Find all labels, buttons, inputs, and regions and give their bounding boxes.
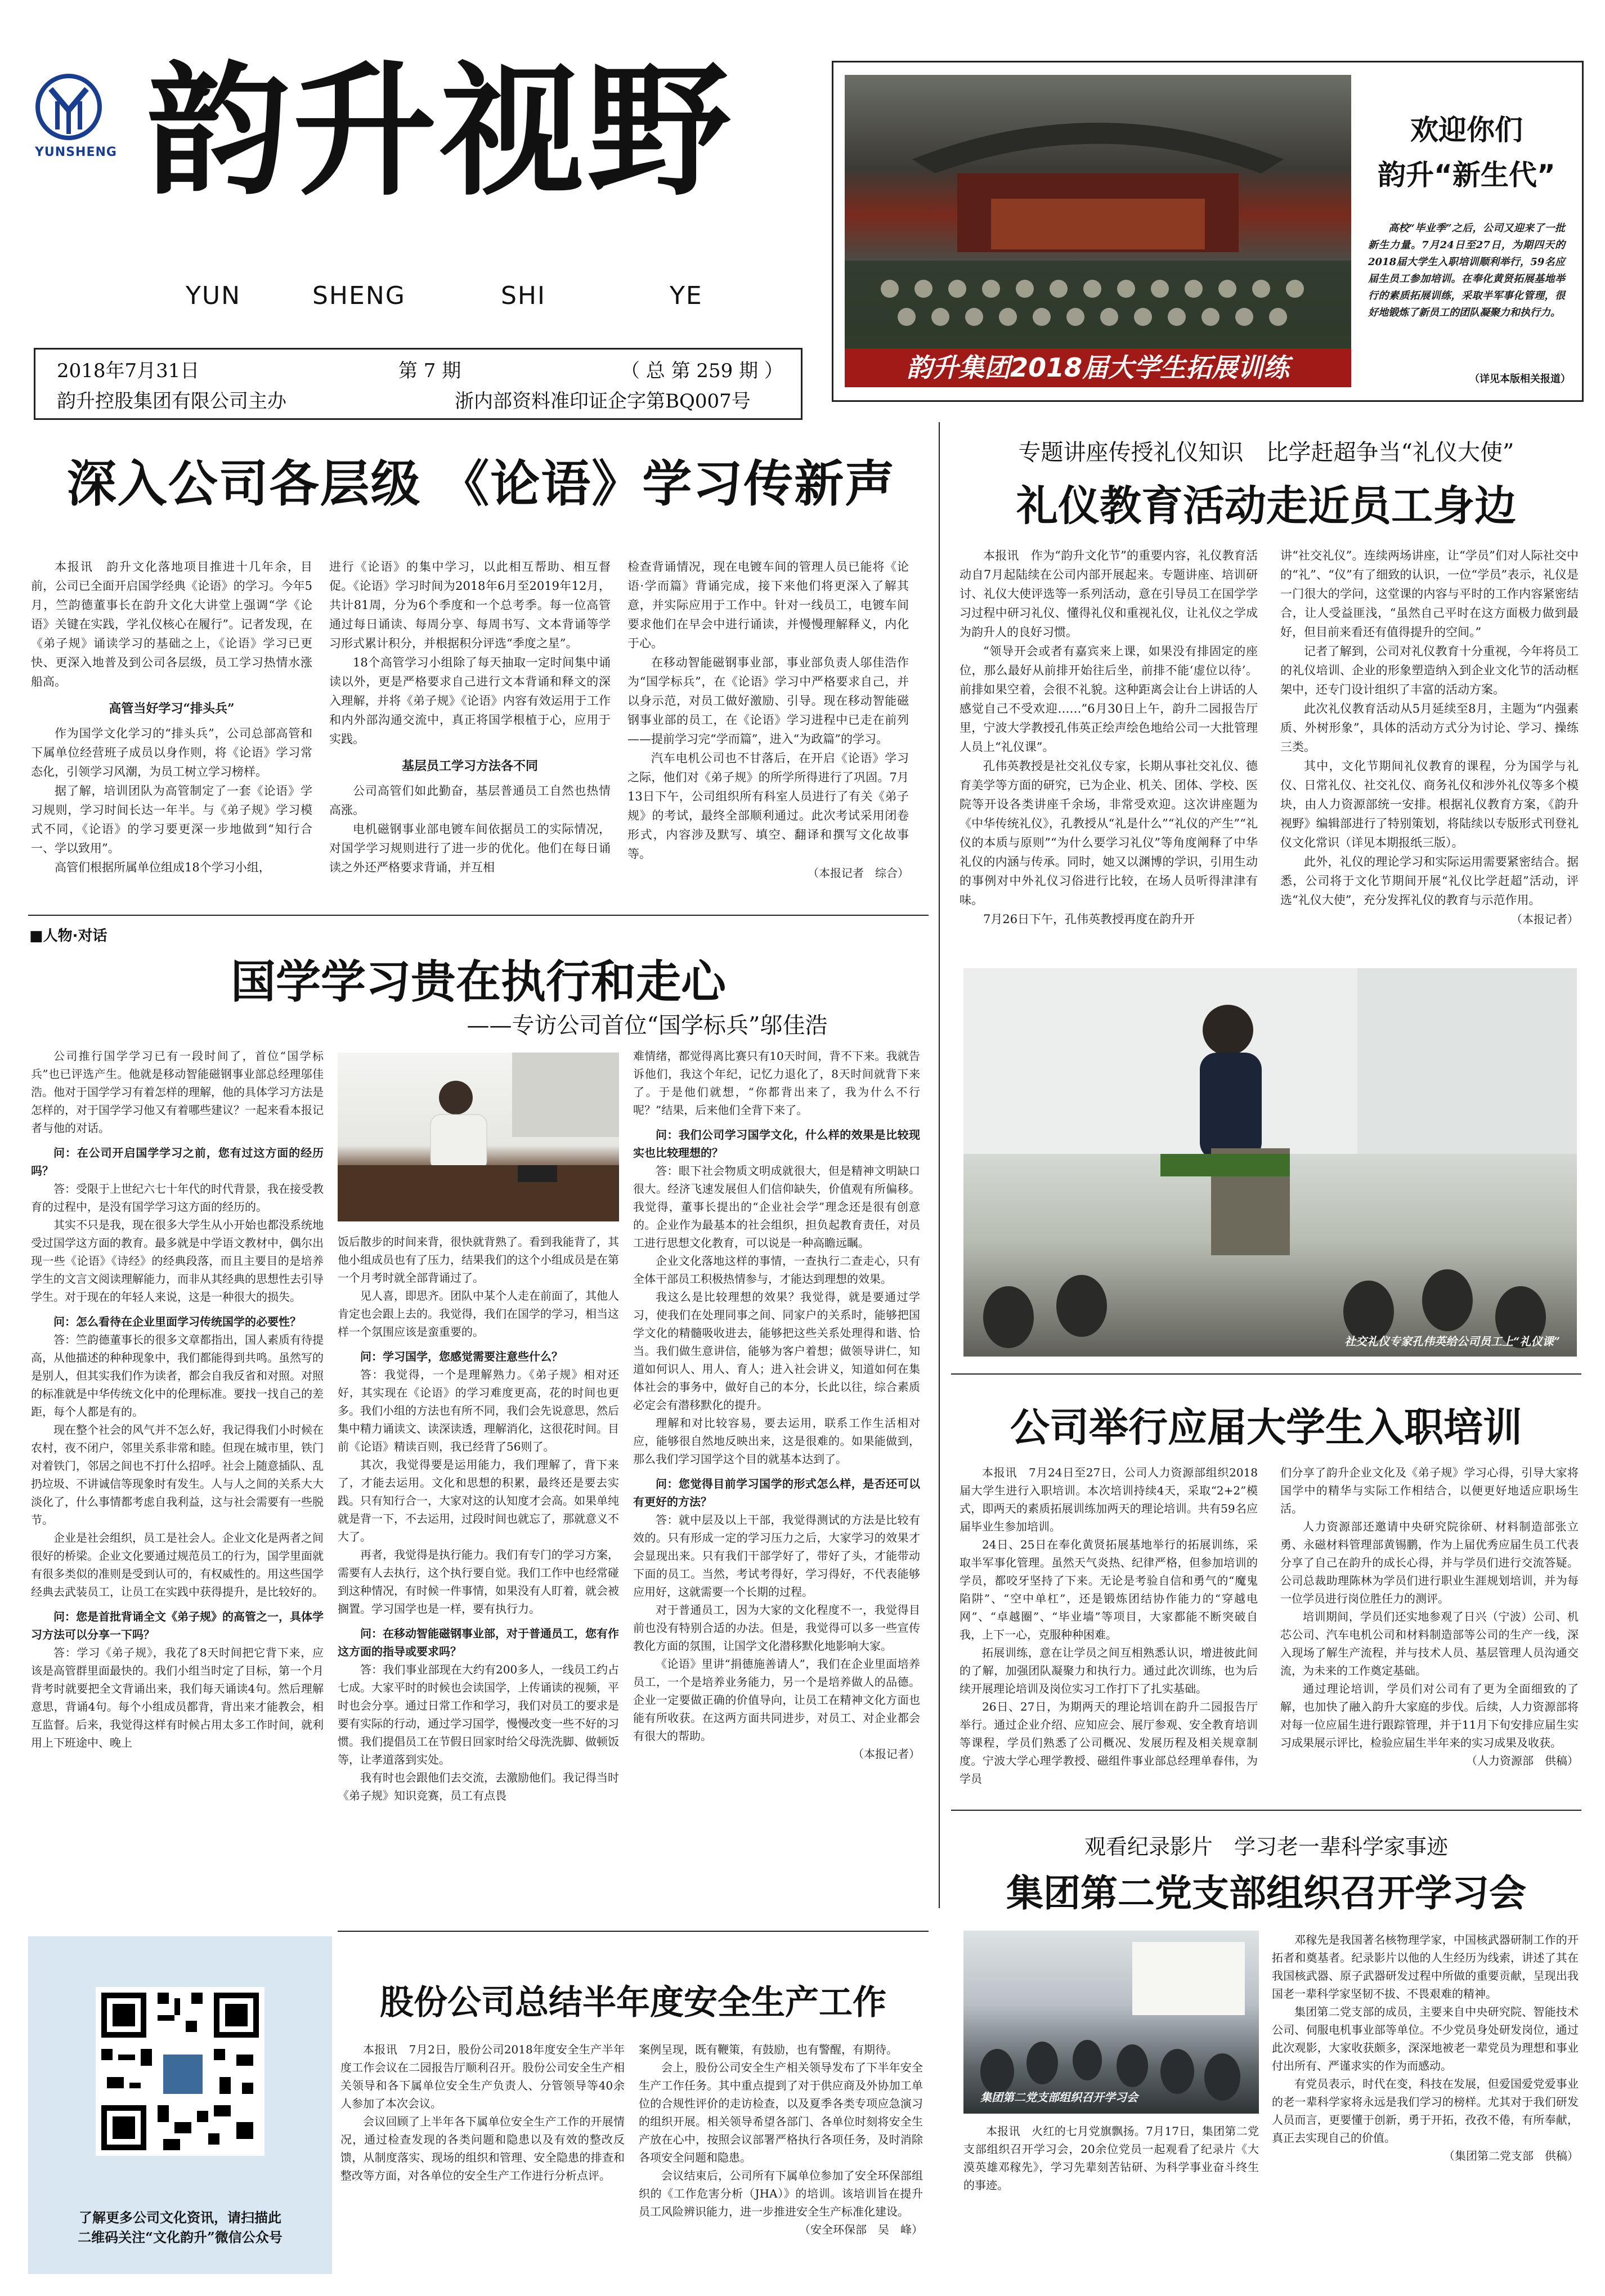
article2-photo-caption: 社交礼仪专家孔伟英给公司员工上“礼仪课”	[1344, 1335, 1560, 1348]
article2-para: 此外，礼仪的理论学习和实际运用需要紧密结合。据悉，公司将于文化节期间开展“礼仪比学赶超”活动，评选“礼仪大使”，充分发挥礼仪的教育与示范作用。	[1280, 855, 1579, 907]
masthead	[23, 34, 816, 422]
article3-answer: 答：眼下社会物质文明成就很大，但是精神文明缺口很大。经济飞速发展但人们信仰缺失，价值观有所偏移。我觉得，董事长提出的“企业社会学”理念还是很有创意的。企业作为最基本的社会组织，担负起教育责任，对员工进行思想文化教育，可以说是一种高瞻远瞩。	[633, 1164, 920, 1250]
article6-photo	[963, 1931, 1259, 2114]
article3-answer: 见人喜，即思齐。团队中某个人走在前面了，其他人肯定也会跟上去的。我觉得，我们在国学的学习，相当这样一个氛围应该是蛮重要的。	[338, 1289, 619, 1339]
total-issue: （ 总 第 259 期 ）	[621, 360, 783, 382]
article3-col2	[338, 1233, 619, 1805]
pinyin-row	[186, 281, 748, 315]
article3-answer: 我有时也会跟他们去交流，去激励他们。我记得当时《弟子规》知识竞赛，员工有点畏	[338, 1771, 619, 1802]
article2-lead: 本报讯 作为“韵升文化节”的重要内容，礼仪教育活动自7月起陆续在公司内部开展起来。专题讲座、培训研讨、礼仪大使评选等一系列活动，意在引导员工在国学学习过程中研习礼仪、懂得礼仪和重视礼仪，让礼仪之学成为韵升人的良好习惯。	[960, 549, 1258, 639]
paper-title: 韵升视野	[146, 48, 734, 216]
qr-code	[96, 1987, 264, 2156]
permit: 浙内部资料准印证企字第BQ007号	[455, 390, 751, 413]
article4-para: 26日、27日，为期两天的理论培训在韵升二园报告厅举行。通过企业介绍、应知应会、展厅参观、安全教育培训等课程，学员们熟悉了公司概况、发展历程及相关规章制度。宁波大学心理学教授、磁组件事业部总经理单春伟，为学员	[960, 1700, 1258, 1785]
welcome-paragraph: 高校“毕业季”之后，公司又迎来了一批新生力量。7月24日至27日，为期四天的2018届大学生入职培训顺利举行，59名应届生员工参加培训。在奉化黄贤拓展基地举行的素质拓展训练，采取半军事化管理，很好地锻炼了新员工的团队凝聚力和执行力。	[1368, 222, 1565, 319]
article4-col1	[960, 1463, 1258, 1788]
section-rule	[28, 915, 929, 916]
article6-kicker: 观看纪录影片 学习老一辈科学家事迹	[1084, 1834, 1448, 1859]
article3-intro: 公司推行国学学习已有一段时间了，首位“国学标兵”也已评选产生。他就是移动智能磁钢事业部总经理邬佳浩。他对于国学学习有着怎样的理解，他的具体学习方法是怎样的，对于国学学习他又有着哪些建议？一起来看本报记者与他的对话。	[31, 1049, 324, 1135]
article5-col1	[340, 2040, 625, 2185]
article3-question: 问：您是首批背诵全文《弟子规》的高管之一，具体学习方法可以分享一下吗？	[31, 1610, 324, 1641]
article3-section-tag: ■人物·对话	[29, 928, 107, 945]
article3-answer: 答：学习《弟子规》，我花了8天时间把它背下来，应该是高管群里面最快的。我们小组当时定了目标，第一个月背考时就要把全文背诵出来，我们每天诵读4句。然后理解意思，背诵4句。每个小组成员都背，背出来才能教会，相互监督。后来，我觉得这样有时候占用太多工作时间，就利用上下班途中、晚上	[31, 1646, 324, 1749]
article2-para: 7月26日下午，孔伟英教授再度在韵升开	[983, 912, 1195, 926]
article2-col1	[960, 546, 1258, 929]
article3-answer: 答：受限于上世纪六七十年代的时代背景，我在接受教育的过程中，是没有国学学习这方面的经历的。	[31, 1182, 324, 1214]
issue-number: 第 7 期	[398, 360, 461, 382]
article3-question: 问：您觉得目前学习国学的形式怎么样，是否还可以有更好的方法？	[633, 1477, 920, 1509]
article4-headline: 公司举行应届大学生入职培训	[1010, 1404, 1522, 1451]
issue-info-box	[34, 348, 802, 420]
article3-col1	[31, 1047, 324, 1752]
article4-para: 拓展训练，意在让学员之间互相熟悉认识，增进彼此间的了解，加强团队凝聚力和执行力。通过此次训练，也为后续开展理论培训及岗位实习工作打下了扎实基础。	[960, 1646, 1258, 1695]
article1-headline: 深入公司各层级 《论语》学习传新声	[66, 455, 896, 513]
article1-byline: （本报记者 综合）	[808, 866, 909, 880]
article3-answer: 再者，我觉得是执行能力。我们有专门的学习方案，需要有人去执行，这个执行要自觉。我们工作中也经常碰到这种情况，有时候一件事情，如果没有人盯着，就会被搁置。学习国学也是一样，要有执行力。	[338, 1548, 619, 1615]
article2-para: 此次礼仪教育活动从5月延续至8月，主题为“内强素质、外树形象”，具体的活动方式分为讨论、学习、操练三类。	[1280, 702, 1579, 754]
article3-answer: 企业文化落地这样的事情，一查执行二查走心，只有全体干部员工积极热情参与，才能达到理想的效果。	[633, 1254, 920, 1286]
article5-col2	[639, 2040, 923, 2239]
article2-byline: （本报记者）	[1511, 912, 1579, 926]
article2-para: 记者了解到，公司对礼仪教育十分重视，今年将员工的礼仪培训、企业的形象塑造纳入到企业文化节的活动框架中，还专门设计组织了丰富的活动方案。	[1280, 645, 1579, 696]
section-rule	[951, 1810, 1581, 1811]
article3-answer: 现在整个社会的风气并不怎么好，我记得我们小时候在农村，夜不闭户，邻里关系非常和睦。但现在城市里，铁门对着铁门，邻居之间也不打什么招呼。社会上随意插队、乱扔垃圾、不讲诚信等现象时有发生。人与人之间的关系大大淡化了，什么事情都考虑自我利益，这与社会需要有一些脱节。	[31, 1423, 324, 1527]
qr-text-2: 二维码关注“文化韵升”微信公众号	[78, 2229, 283, 2245]
article5-lead: 本报讯 7月2日，股份公司2018年度安全生产半年度工作会议在二园报告厅顺利召开。股份公司安全生产相关领导和各下属单位安全生产负责人、分管领导等40余人参加了本次会议。	[340, 2043, 625, 2110]
article6-para: 邓稼先是我国著名核物理学家，中国核武器研制工作的开拓者和奠基者。纪录影片以他的人生经历为线索，讲述了其在我国核武器、原子武器研发过程中所做的重要贡献，呈现出我国老一辈科学家坚韧不拔、不畏艰难的精神。	[1272, 1933, 1579, 2000]
article3-question: 问：在公司开启国学学习之前，您有过这方面的经历吗？	[31, 1146, 324, 1178]
article2-para: 讲“社交礼仪”。连续两场讲座，让“学员”们对人际社交中的“礼”、“仪”有了细致的认识，一位“学员”表示，礼仪是一门很大的学问，这堂课的内容与平时的工作内容紧密结合，让人受益匪浅，“虽然自己平时在这方面极力做到最好，但目前来看还有值得提升的空间。”	[1280, 549, 1579, 639]
article2-para: 其中，文化节期间礼仪教育的课程，分为国学与礼仪、日常礼仪、社交礼仪、商务礼仪和涉外礼仪等多个模块，由人力资源部统一安排。根据礼仪教育方案，《韵升视野》编辑部进行了特别策划，将陆续以专版形式刊登礼仪文化常识（详见本期报纸三版）。	[1280, 759, 1579, 849]
article4-byline: （人力资源部 供稿）	[1466, 1754, 1579, 1767]
article6-left-col	[963, 2122, 1259, 2194]
article2-headline: 礼仪教育活动走近员工身边	[1016, 482, 1516, 530]
article4-para: 们分享了韵升企业文化及《弟子规》学习心得，引导大家将国学中的精华与实际工作相结合，以便更好地适应职场生活。	[1280, 1466, 1579, 1515]
vertical-divider	[939, 422, 940, 1908]
welcome-text	[1368, 220, 1565, 321]
article3-answer: 我这么是比较理想的效果？我觉得，就是要通过学习，使我们在处理同事之间、同家户的关系时，能够把国学文化的精髓吸收进去，能够把这些关系处理得和谐、恰当。我们做生意讲信，能够为客户着想；做领导讲仁，知道如何识人、用人、育人；进入社会讲义，知道如何在集体社会的事务中，做好自己的本分，长此以往，综合素质必定会有潜移默化的提升。	[633, 1290, 920, 1412]
article3-question: 问：在移动智能磁钢事业部，对于普通员工，您有作这方面的指导或要求吗？	[338, 1627, 619, 1658]
article1-lead: 本报讯 韵升文化落地项目推进十几年余，目前，公司已全面开启国学经典《论语》的学习。今年5月，竺韵德董事长在韵升文化大讲堂上强调“学《论语》关键在实践，学礼仪核心在履行”。记者发现，在《弟子规》诵读学习的基础之上，《论语》学习已更快、更深入地普及到公司各层级，员工学习热情水涨船高。	[31, 560, 312, 688]
article2-kicker: 专题讲座传授礼仪知识 比学赶超争当“礼仪大使”	[1018, 440, 1514, 466]
logo-text: YUNSHENG	[35, 145, 117, 159]
yunsheng-logo	[35, 73, 117, 163]
article3-question: 问：怎么看待在企业里面学习传统国学的必要性？	[53, 1315, 301, 1328]
article3-answer: 难情绪，都觉得离比赛只有10天时间，背不下来。我就告诉他们，我这个年纪，记忆力退化了，8天时间就背下来了。于是他们就想，“你都背出来了，我为什么不行呢？”结果，后来他们全背下来了。	[633, 1049, 920, 1117]
lecture-scene-icon	[963, 968, 1577, 1357]
article3-headline: 国学学习贵在执行和走心	[231, 956, 726, 1008]
welcome-title-1: 欢迎你们	[1410, 114, 1523, 146]
article1-para: 在移动智能磁钢事业部，事业部负责人邬佳浩作为“国学标兵”，在《论语》学习中严格要求自己，并以身示范，对员工做好激励、引导。现在移动智能磁钢事业部的员工，在《论语》学习进程中已走在前列——提前学习完“学而篇”，进入“为政篇”的学习。	[627, 656, 909, 746]
article3-byline: （本报记者）	[853, 1747, 920, 1761]
article3-photo	[338, 1053, 619, 1221]
article5-para: 会上，股份公司安全生产相关领导发布了下半年安全生产工作任务。其中重点提到了对于供应商及外协加工单位的合规性评价的走访检查，以及夏季各类专项应急演习的组织开展。相关领导希望各部门、各单位时刻将安全生产放在心中，按照会议部署严格执行各项任务，及时消除各项安全问题和隐患。	[639, 2061, 923, 2164]
article4-lead: 本报讯 7月24日至27日，公司人力资源部组织2018届大学生进行入职培训。本次培训持续4天，采取“2+2”模式，即两天的素质拓展训练加两天的理论培训。共有59名应届毕业生参加培训。	[960, 1466, 1258, 1533]
article5-headline: 股份公司总结半年度安全生产工作	[380, 1983, 886, 2022]
article3-answer: 答：竺韵德董事长的很多文章都指出，国人素质有待提高，从他描述的种种现象中，我们都能得到共鸣。虽然写的是别人，但其实我们作为读者，都会自我反省和对照。对照的标准就是中华传统文化中的伦理标准。要找一找自己的差距，每个人都是有的。	[31, 1333, 324, 1418]
article1-para: 作为国学文化学习的“排头兵”，公司总部高管和下属单位经营班子成员以身作则，将《论语》学习常态化，引领学习风潮，为员工树立学习榜样。	[31, 727, 312, 778]
article1-para: 18个高管学习小组除了每天抽取一定时间集中诵读以外，更是严格要求自己进行文本背诵和释文的深入理解，并将《弟子规》《论语》内容有效运用于工作和内外部沟通交流中，真正将国学根植于心，应用于实践。	[329, 656, 611, 746]
logo-icon	[35, 73, 102, 141]
article6-right-col	[1272, 1931, 1579, 2165]
article3-answer: 饭后散步的时间来背，很快就背熟了。看到我能背了，其他小组成员也有了压力，结果我们的这个小组成员是在第一个月考时就全部背诵过了。	[338, 1235, 619, 1284]
article6-para: 有党员表示，时代在变，科技在发展，但爱国爱党爱事业的老一辈科学家将永远是我们学习的榜样。尤其对于我们研发人员而言，更要懂于创新，勇于开拓，孜孜不倦，有所奉献，真正去实现自己的价值。	[1272, 2077, 1579, 2145]
pinyin-3: SHI	[501, 281, 546, 310]
article3-answer: 对于普通员工，因为大家的文化程度不一，我觉得目前也没有特别合适的办法。但是，我觉得可以多一些宣传教化方面的氛围，让国学文化潜移默化地影响大家。	[633, 1603, 920, 1653]
article1-col3	[627, 557, 909, 883]
article1-sub1: 高管当好学习“排头兵”	[109, 701, 235, 716]
article3-answer: 其实不只是我，现在很多大学生从小开始也都没系统地受过国学这方面的教育。最多就是中学语文教材中，偶尔出现一些《论语》《诗经》的经典段落，而且主要目的是培养学生的文言文阅读理解能力，而非从其经典的思想性去引导学生。对于现在的年轻人来说，这是一种很大的损失。	[31, 1218, 324, 1304]
article6-byline: （集团第二党支部 供稿）	[1443, 2149, 1579, 2163]
article5-para: 案例呈现，既有鞭策，有鼓励，也有警醒，有期待。	[639, 2043, 898, 2056]
article4-para: 24日、25日在奉化黄贤拓展基地举行的拓展训练，采取半军事化管理。虽然天气炎热、纪律严格，但参加培训的学员，都咬牙坚持了下来。无论是考验自信和勇气的“魔鬼陷阱”、“空中单杠”，还是锻炼团结协作能力的“穿越电网”、“卓越圈”、“毕业墙”等项目，大家都能不断突破自我，上下一心，克服种种困难。	[960, 1538, 1258, 1641]
article3-answer: 答：我们事业部现在大约有200多人，一线员工约占七成。大家平时的时候也会读国学，上传诵读的视频，平时也会分享。通过日常工作和学习，我们对员工的要求是要有实际的行动，通过学习国学，慢慢改变一些不好的习惯。我们提倡员工在节假日回家时给父母洗洗脚、做顿饭等，让孝道落到实处。	[338, 1663, 619, 1766]
article4-para: 通过理论培训，学员们对公司有了更为全面细致的了解，也加快了融入韵升大家庭的步伐。后续，人力资源部将对每一位应届生进行跟踪管理，并于11月下旬安排应届生实习成果展示评比，检验应届生半年来的实习成果及收获。	[1280, 1682, 1579, 1749]
article1-para: 检查背诵情况，现在电镀车间的管理人员已能将《论语·学而篇》背诵完成，接下来他们将更深入了解其意，并实际应用于工作中。针对一线员工，电镀车间要求他们在早会中进行诵读，并慢慢理解释义，内化于心。	[627, 560, 909, 650]
article5-para: 会议回顾了上半年各下属单位安全生产工作的开展情况，通过检查发现的各类问题和隐患以及有效的整改反馈，从制度落实、现场的组织和管理、安全隐患的排查和整改等方面，对各单位的安全生产工作进行分析点评。	[340, 2115, 625, 2182]
article5-para: 会议结束后，公司所有下属单位参加了安全环保部组织的《工作危害分析（JHA）》的培训。该培训旨在提升员工风险辨识能力，进一步推进安全生产标准化建设。	[639, 2169, 923, 2218]
pinyin-4: YE	[670, 281, 703, 310]
article3-answer: 《论语》里讲“捐德施善请人”，我们在企业里面培养员工，一个是培养业务能力，另一个是培养做人的品德。企业一定要做正确的价值导向，让员工在精神文化方面也能有所收获。在这两方面共同进步，对员工、对企业都会有很大的帮助。	[633, 1657, 920, 1743]
building-roof-icon	[845, 75, 1351, 387]
article6-headline: 集团第二党支部组织召开学习会	[1006, 1872, 1526, 1915]
article6-lead: 本报讯 火红的七月党旗飘扬。7月17日，集团第二党支部组织召开学习会，20余位党员一起观看了纪录片《大漠英雄邓稼先》，学习先辈刻苦钻研、为科学事业奋斗终生的事迹。	[963, 2124, 1259, 2192]
sponsor: 韵升控股集团有限公司主办	[57, 390, 286, 413]
article1-para: 汽车电机公司也不甘落后，在开启《论语》学习之际，他们对《弟子规》的所学所得进行了巩固。7月13日下午，公司组织所有科室人员进行了有关《弟子规》的考试，最终全部顺利通过。此次考试采用闭卷形式，内容涉及默写、填空、翻译和撰写文化故事等。	[627, 751, 909, 861]
qr-box	[28, 1936, 332, 2274]
article1-col1	[31, 557, 312, 877]
article1-para: 据了解，培训团队为高管制定了一套《论语》学习规则，学习时间长达一年半。与《弟子规》学习模式不同，《论语》的学习要更深一步地做到“知行合一、学以致用”。	[31, 784, 312, 855]
article1-col2	[329, 557, 611, 877]
issue-date: 2018年7月31日	[57, 360, 200, 382]
article4-col2	[1280, 1463, 1579, 1770]
meeting-scene-icon	[963, 1931, 1259, 2114]
qr-code-icon	[96, 1987, 264, 2156]
article2-para: “领导开会或者有嘉宾来上课，如果没有排固定的座位，那么最好从前排开始往后坐，前排不能‘虚位以待’。前排如果空着，会很不礼貌。这种距离会让台上讲话的人感觉自己不受欢迎……”6月30日上午，韵升二园报告厅里，宁波大学教授孔伟英正绘声绘色地给公司一大批管理人员上“礼仪课”。	[960, 645, 1258, 754]
article3-subhead: ——专访公司首位“国学标兵”邬佳浩	[467, 1013, 828, 1039]
article3-answer: 其次，我觉得要是运用能力，我们理解了，背下来了，才能去运用。文化和思想的积累，最终还是要去实践。只有知行合一，大家对这的认知度才会高。如果单纯就是背一下，不去运用，过段时间也就忘了，那就意义不大了。	[338, 1458, 619, 1543]
article3-answer: 答：我觉得，一个是理解熟力。《弟子规》相对还好，其实现在《论语》的学习难度更高，花的时间也更多。我们小组的方法也有所不同，我们会先说意思，然后集中精力诵读文、读深读透，理解消化，这很花时间。目前《论语》精读百则，我已经背了56则了。	[338, 1368, 619, 1453]
qr-text-1: 了解更多公司文化资讯，请扫描此	[79, 2209, 281, 2226]
welcome-photo	[845, 75, 1351, 387]
welcome-box	[832, 61, 1584, 402]
article1-para: 高管们根据所属单位组成18个学习小组，	[55, 861, 271, 874]
welcome-note: （详见本版相关报道）	[1469, 373, 1571, 385]
article2-para: 孔伟英教授是社交礼仪专家，长期从事社交礼仪、德育美学等方面的研究，已为企业、机关、团体、学校、医院等开设各类讲座千余场，非常受欢迎。这次讲座题为《中华传统礼仪》，孔教授从“礼是什么”“礼仪的产生”“礼仪的本质与原则”“为什么要学习礼仪”等角度阐释了中华礼仪的内涵与传承。同时，她又以渊博的学识，引用生动的事例对中外礼仪习俗进行比较，在场人员听得津津有味。	[960, 759, 1258, 907]
section-rule	[338, 1931, 929, 1932]
article3-answer: 企业是社会组织，员工是社会人。企业文化是两者之间很好的桥梁。企业文化要通过规范员工的行为，国学里面就有很多类似的准则是受到认可的，有权威性的。用这些国学经典去武装员工，让员工在实践中获得提升，是比较好的。	[31, 1531, 324, 1599]
welcome-title-2: 韵升“新生代”	[1378, 159, 1555, 191]
article3-col3	[633, 1047, 920, 1763]
article3-question: 问：我们公司学习国学文化，什么样的效果是比较现实也比较理想的？	[633, 1128, 920, 1160]
welcome-photo-banner: 韵升集团2018届大学生拓展训练	[845, 348, 1351, 387]
article6-para: 集团第二党支部的成员，主要来自中央研究院、智能技术公司、伺服电机事业部等单位。不少党员身处研发岗位，通过此次观影，大家收获颇多，深深地被老一辈党员为理想和事业付出所有、严谨求实的作为而感动。	[1272, 2005, 1579, 2073]
article2-col2	[1280, 546, 1579, 929]
article1-para: 公司高管们如此勤奋，基层普通员工自然也热情高涨。	[329, 784, 611, 817]
article2-photo	[963, 968, 1577, 1357]
article6-photo-caption: 集团第二党支部组织召开学习会	[980, 2091, 1138, 2104]
pinyin-2: SHENG	[312, 281, 406, 310]
article1-para: 电机磁钢事业部电镀车间依据员工的实际情况，对国学学习规则进行了进一步的优化。他们在每日诵读之外还严格要求背诵，并互相	[329, 822, 611, 874]
article3-answer: 答：就中层及以上干部，我觉得测试的方法是比较有效的。只有形成一定的学习压力之后，大家学习的效果才会显现出来。只有我们干部学好了，带好了头，才能带动下面的员工。当然，考试考得好，学习得好，不代表能够应用好，这就需要一个长期的过程。	[633, 1513, 920, 1599]
article4-para: 培训期间，学员们还实地参观了日兴（宁波）公司、机芯公司、汽车电机公司和材料制造部等公司的生产一线，深入现场了解生产流程，并与技术人员、基层管理人员沟通交流，为未来的工作奠定基础。	[1280, 1610, 1579, 1677]
section-rule	[951, 1373, 1581, 1375]
article1-para: 进行《论语》的集中学习，以此相互帮助、相互督促。《论语》学习时间为2018年6月至2019年12月，共计81周，分为6个季度和一个总考季。每一位高管通过每日诵读、每周分享、每周书写、文本背诵等学习形式累计积分，并根据积分评选“季度之星”。	[329, 560, 611, 650]
article3-answer: 理解和对比较容易，要去运用，联系工作生活相对应，能够很自然地反映出来，这是很难的。如果能做到，那么我们学习国学这个目的就基本达到了。	[633, 1416, 920, 1466]
article4-para: 人力资源部还邀请中央研究院徐研、材料制造部张立勇、永磁材料管理部黄锡鹏，作为上届优秀应届生员工代表分享了自己在韵升的成长心得，并与学员们进行交流答疑。公司总裁助理陈林为学员们进行职业生涯规划培训，并为每一位学员进行岗位胜任力的测评。	[1280, 1520, 1579, 1605]
article5-byline: （安全环保部 吴 峰）	[799, 2223, 923, 2236]
article1-sub2: 基层员工学习方法各不同	[401, 759, 538, 773]
pinyin-1: YUN	[186, 281, 241, 310]
interviewee-icon	[338, 1053, 619, 1221]
article3-question: 问：学习国学，您感觉需要注意些什么？	[360, 1350, 563, 1363]
